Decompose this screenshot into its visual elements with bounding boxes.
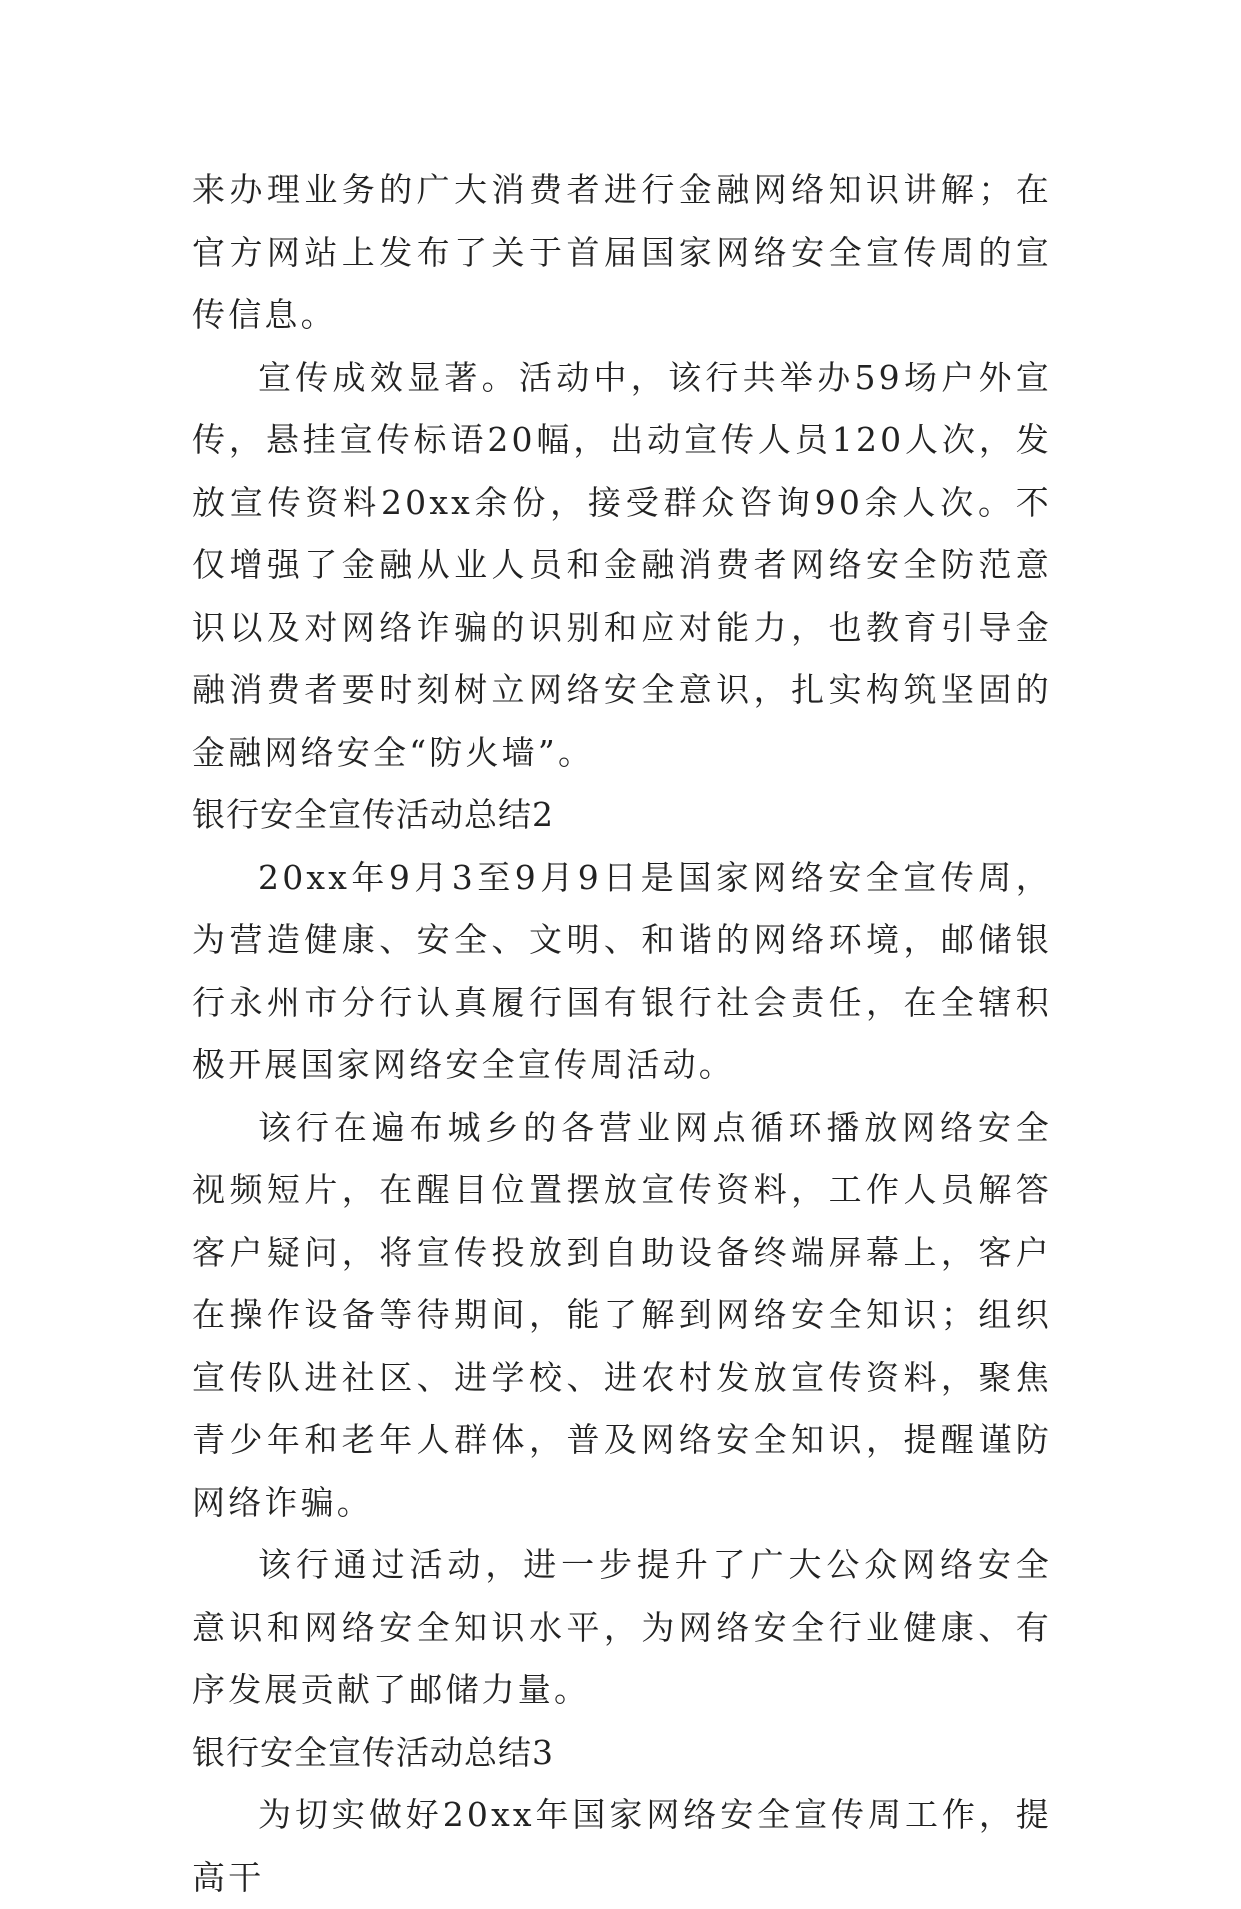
document-body: [192, 159, 1052, 1909]
paragraph-summary-2: 该行通过活动，进一步提升了广大公众网络安全意识和网络安全知识水平，为网络安全行业健康、有序发展贡献了邮储力量。: [192, 1545, 1052, 1709]
paragraph-results: 宣传成效显著。活动中，该行共举办59场户外宣传，悬挂宣传标语20幅，出动宣传人员120人次，发放宣传资料20xx余份，接受群众咨询90余人次。不仅增强了金融从业人员和金融消费者网络安全防范意识以及对网络诈骗的识别和应对能力，也教育引导金融消费者要时刻树立网络安全意识，扎实构筑坚固的金融网络安全“防火墙”。: [192, 357, 1052, 772]
paragraph-intro-3: 为切实做好20xx年国家网络安全宣传周工作，提高干: [192, 1795, 1052, 1897]
section-heading-2: 银行安全宣传活动总结2: [192, 795, 554, 834]
paragraph-activities-2: 该行在遍布城乡的各营业网点循环播放网络安全视频短片，在醒目位置摆放宣传资料，工作人员解答客户疑问，将宣传投放到自助设备终端屏幕上，客户在操作设备等待期间，能了解到网络安全知识；组织宣传队进社区、进学校、进农村发放宣传资料，聚焦青少年和老年人群体，普及网络安全知识，提醒谨防网络诈骗。: [192, 1107, 1052, 1522]
section-heading-3: 银行安全宣传活动总结3: [192, 1732, 554, 1772]
paragraph-continuation: 来办理业务的广大消费者进行金融网络知识讲解；在官方网站上发布了关于首届国家网络安全宣传周的宣传信息。: [192, 170, 1052, 334]
paragraph-intro-2: 20xx年9月3至9月9日是国家网络安全宣传周，为营造健康、安全、文明、和谐的网络环境，邮储银行永州市分行认真履行国有银行社会责任，在全辖积极开展国家网络安全宣传周活动。: [192, 857, 1052, 1084]
